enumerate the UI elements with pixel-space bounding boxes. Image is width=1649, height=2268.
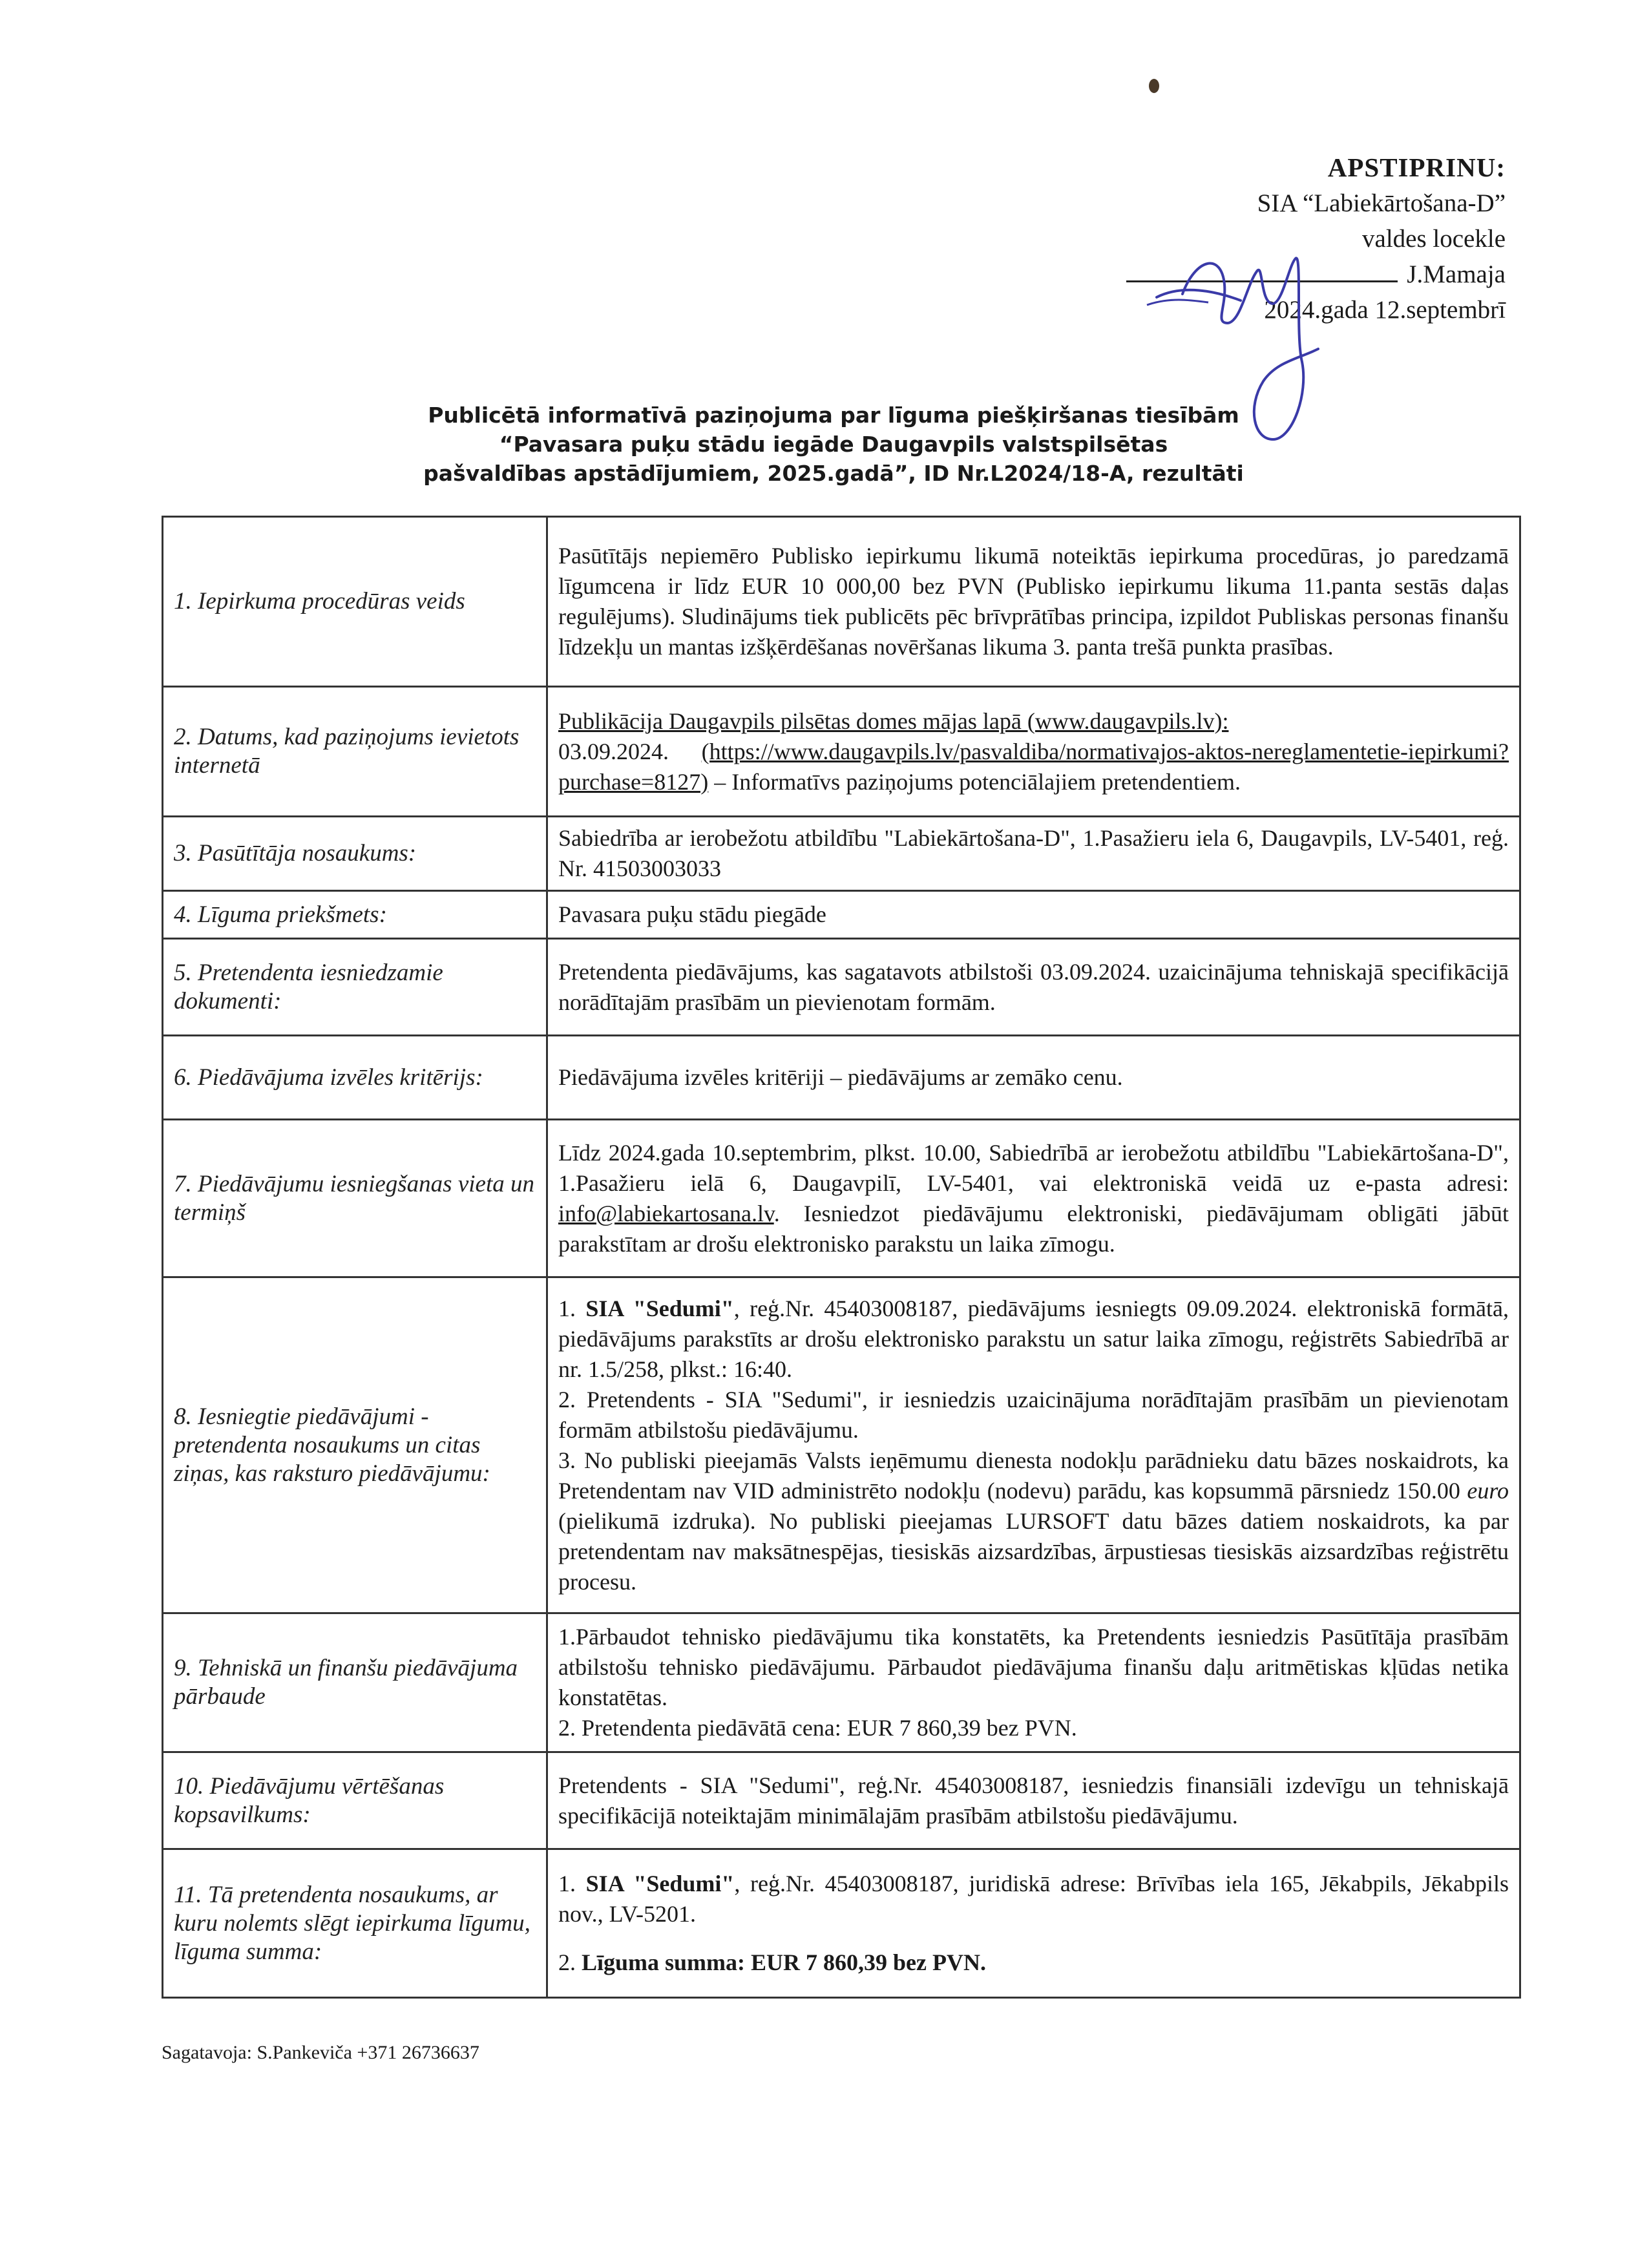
publication-date: 03.09.2024. <box>558 738 669 764</box>
row-value <box>547 1120 1520 1277</box>
title-line-1: Publicētā informatīvā paziņojuma par līguma piešķiršanas tiesībām <box>428 403 1239 428</box>
offer-details: , reģ.Nr. 45403008187, piedāvājums iesniegts 09.09.2024. elektroniskā formātā, piedāvājums parakstīts ar drošu elektronisko parakstu un satur laika zīmogu, reģistrēts Sabiedrībā ar nr. 1.5/258, plkst.: 16:40. <box>558 1295 1509 1382</box>
spacer <box>558 1929 1509 1948</box>
row-label: 9. Tehniskā un finanšu piedāvājuma pārbaude <box>163 1613 547 1752</box>
row-value <box>547 687 1520 817</box>
deadline-text-end: . Iesniedzot piedāvājumu elektroniski, piedāvājumam obligāti jābūt parakstītam ar drošu elektronisko parakstu un laika zīmogu. <box>558 1200 1509 1257</box>
offer-paragraph-3 <box>558 1445 1509 1597</box>
approval-position: valdes locekle <box>1362 225 1506 253</box>
winner-number: 1. <box>558 1871 586 1896</box>
offer-currency: euro <box>1467 1477 1509 1504</box>
table-row <box>163 939 1520 1036</box>
prepared-by: Sagatavoja: S.Pankeviča +371 26736637 <box>162 2042 479 2063</box>
row-value <box>547 1277 1520 1613</box>
table-row <box>163 891 1520 939</box>
row-label: 5. Pretendenta iesniedzamie dokumenti: <box>163 939 547 1036</box>
deadline-text: Līdz 2024.gada 10.septembrim, plkst. 10.00, Sabiedrībā ar ierobežotu atbildību "Labiekārtošana-D", 1.Pasažieru ielā 6, Daugavpilī, LV-5401, vai elektroniskā veidā uz e-pasta adresi: <box>558 1139 1509 1196</box>
offer-tax-text: 3. No publiski pieejamās Valsts ieņēmumu dienesta nodokļu parādnieku datu bāzes noskaidrots, ka Pretendentam nav VID administrēto nodokļu (nodevu) parādu, kas kopsummā pārsniedz 150.00 <box>558 1447 1509 1504</box>
approval-company: SIA “Labiekārtošana-D” <box>1257 189 1506 217</box>
winner-paragraph-1 <box>558 1869 1509 1929</box>
row-value <box>547 1613 1520 1752</box>
approval-heading: APSTIPRINU: <box>1327 152 1506 182</box>
row-value <box>547 1849 1520 1998</box>
row-value: Pavasara puķu stādu piegāde <box>547 891 1520 939</box>
email-link[interactable]: info@labiekartosana.lv <box>558 1200 774 1226</box>
contract-number: 2. <box>558 1949 582 1975</box>
table-row <box>163 1752 1520 1849</box>
approval-signer: J.Mamaja <box>1407 260 1506 288</box>
check-paragraph-2: 2. Pretendenta piedāvātā cena: EUR 7 860,39 bez PVN. <box>558 1715 1077 1741</box>
row-value: Pretendenta piedāvājums, kas sagatavots atbilstoši 03.09.2024. uzaicinājuma tehniskajā specifikācijā norādītajām prasībām un pievienotam formām. <box>547 939 1520 1036</box>
publication-line: Publikācija Daugavpils pilsētas domes mājas lapā (www.daugavpils.lv): <box>558 708 1229 734</box>
row-label: 11. Tā pretendenta nosaukums, ar kuru nolemts slēgt iepirkuma līgumu, līguma summa: <box>163 1849 547 1998</box>
row-value: Piedāvājuma izvēles kritēriji – piedāvājums ar zemāko cenu. <box>547 1036 1520 1120</box>
offer-paragraph-2: 2. Pretendents - SIA "Sedumi", ir iesniedzis uzaicinājuma norādītajām prasībām un pievienotam formām atbilstošu piedāvājumu. <box>558 1386 1509 1443</box>
table-row <box>163 817 1520 891</box>
row-label: 4. Līguma priekšmets: <box>163 891 547 939</box>
table-row <box>163 1277 1520 1613</box>
table-row <box>163 517 1520 687</box>
winner-company-name: SIA "Sedumi" <box>585 1871 735 1896</box>
publication-details <box>558 737 1509 797</box>
table-row <box>163 1849 1520 1998</box>
table-row <box>163 687 1520 817</box>
title-line-3: pašvaldības apstādījumiem, 2025.gadā”, ID Nr.L2024/18-A, rezultāti <box>423 461 1244 486</box>
ink-dot <box>1149 79 1159 93</box>
approval-date: 2024.gada 12.septembrī <box>1264 296 1506 324</box>
winner-details: , reģ.Nr. 45403008187, juridiskā adrese: Brīvības iela 165, Jēkabpils, Jēkabpils nov., LV-5201. <box>558 1871 1509 1927</box>
offer-company-name: SIA "Sedumi" <box>585 1295 734 1321</box>
row-label: 2. Datums, kad paziņojums ievietots internetā <box>163 687 547 817</box>
row-label: 3. Pasūtītāja nosaukums: <box>163 817 547 891</box>
results-table <box>162 516 1521 1999</box>
contract-sum: Līguma summa: EUR 7 860,39 bez PVN. <box>582 1949 986 1975</box>
row-label: 7. Piedāvājumu iesniegšanas vieta un termiņš <box>163 1120 547 1277</box>
table-row <box>163 1036 1520 1120</box>
row-value: Sabiedrība ar ierobežotu atbildību "Labiekārtošana-D", 1.Pasažieru iela 6, Daugavpils, LV-5401, reģ. Nr. 41503003033 <box>547 817 1520 891</box>
offer-paragraph-1 <box>558 1294 1509 1385</box>
table-row <box>163 1613 1520 1752</box>
row-label: 8. Iesniegtie piedāvājumi - pretendenta nosaukums un citas ziņas, kas raksturo piedāvājumu: <box>163 1277 547 1613</box>
table-row <box>163 1120 1520 1277</box>
title-line-2: “Pavasara puķu stādu iegāde Daugavpils valstspilsētas <box>499 432 1168 457</box>
publication-note: – Informatīvs paziņojums potenciālajiem pretendentiem. <box>708 768 1241 795</box>
row-value: Pretendents - SIA "Sedumi", reģ.Nr. 45403008187, iesniedzis finansiāli izdevīgu un tehniskajā specifikācijā noteiktajām minimālajām prasībām atbilstošu piedāvājumu. <box>547 1752 1520 1849</box>
check-paragraph-1: 1.Pārbaudot tehnisko piedāvājumu tika konstatēts, ka Pretendents iesniedzis Pasūtītāja prasībām atbilstošu tehnisko piedāvājumu. Pārbaudot piedāvājuma finanšu daļu aritmētiskas kļūdas netika konstatētas. <box>558 1624 1509 1710</box>
row-label: 10. Piedāvājumu vērtēšanas kopsavilkums: <box>163 1752 547 1849</box>
row-value: Pasūtītājs nepiemēro Publisko iepirkumu likumā noteiktās iepirkuma procedūras, jo paredzamā līgumcena ir līdz EUR 10 000,00 bez PVN (Publisko iepirkumu likuma 11.panta sestās daļas regulējums). Sludinājums tiek publicēts pēc brīvprātības principa, izpildot Publiskas personas finanšu līdzekļu un mantas izšķērdēšanas novēršanas likuma 3. panta trešā punkta prasības. <box>547 517 1520 687</box>
offer-number: 1. <box>558 1295 586 1321</box>
row-label: 6. Piedāvājuma izvēles kritērijs: <box>163 1036 547 1120</box>
winner-paragraph-2 <box>558 1948 1509 1978</box>
publication-url-link[interactable]: (https://www.daugavpils.lv/pasvaldiba/normativajos-aktos-nereglamentetie-iepirkumi?purchase=8127) <box>558 738 1509 795</box>
offer-tax-text-end: (pielikumā izdruka). No publiski pieejamas LURSOFT datu bāzes datiem noskaidrots, ka par pretendentam nav maksātnespējas, tiesiskās aizsardzības, ārpustiesas tiesiskās aizsardzības reģistrētu procesu. <box>558 1507 1509 1595</box>
row-label: 1. Iepirkuma procedūras veids <box>163 517 547 687</box>
document-title <box>388 401 1279 488</box>
